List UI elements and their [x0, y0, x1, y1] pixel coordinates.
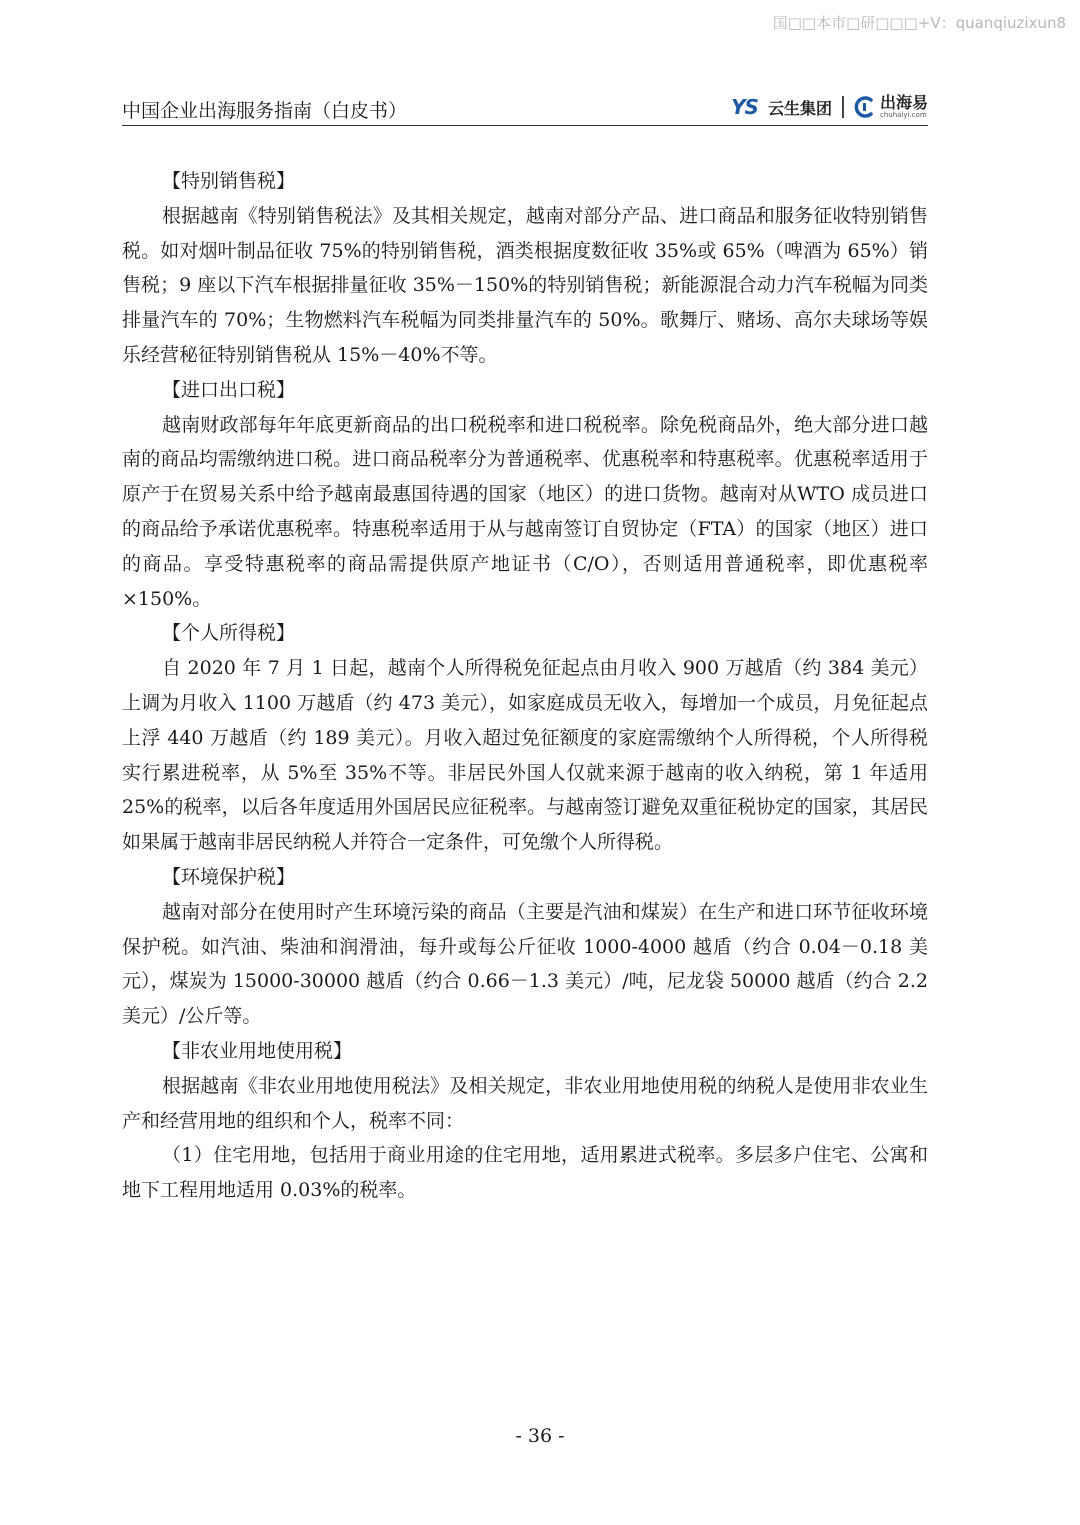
- section-heading: 【特别销售税】: [162, 170, 296, 192]
- section-paragraph: （1）住宅用地，包括用于商业用途的住宅用地，适用累进式税率。多层多户住宅、公寓和地下工程用地适用 0.03%的税率。: [122, 1144, 928, 1202]
- section-heading: 【进口出口税】: [162, 378, 296, 401]
- page-number: - 36 -: [515, 1425, 565, 1447]
- section-heading: 【非农业用地使用税】: [162, 1039, 353, 1062]
- logo-divider: [842, 96, 844, 118]
- chuhaiyi-icon: [854, 96, 876, 118]
- page-content: [122, 164, 928, 1208]
- section-paragraph: 自 2020 年 7 月 1 日起，越南个人所得税免征起点由月收入 900 万越盾（约 384 美元）上调为月收入 1100 万越盾（约 473 美元），如家庭成员无收入，每增加一个成员，月免征起点上浮 440 万越盾（约 189 美元）。月收入超过免征额度的家庭需缴纳个人所得税，个人所得税实行累进税率，从 5%至 35%不等。非居民外国人仅就来源于越南的收入纳税，第 1 年适用 25%的税率，以后各年度适用外国居民应征税率。与越南签订避免双重征税协定的国家，其居民如果属于越南非居民纳税人并符合一定条件，可免缴个人所得税。: [122, 657, 928, 854]
- header-logos: [731, 92, 928, 122]
- section-special-sales-tax: [122, 164, 928, 373]
- chuhaiyi-logo: [854, 95, 928, 119]
- section-paragraph: 根据越南《非农业用地使用税法》及相关规定，非农业用地使用税的纳税人是使用非农业生产和经营用地的组织和个人，税率不同：: [122, 1074, 928, 1132]
- document-title: 中国企业出海服务指南（白皮书）: [122, 100, 408, 122]
- section-heading: 【个人所得税】: [162, 622, 296, 645]
- section-paragraph: 越南对部分在使用时产生环境污染的商品（主要是汽油和煤炭）在生产和进口环节征收环境保护税。如汽油、柴油和润滑油，每升或每公斤征收 1000-4000 越盾（约合 0.04－0.18 美元），煤炭为 15000-30000 越盾（约合 0.66－1.3 美元）/吨，尼龙袋 50000 越盾（约合 2.2 美元）/公斤等。: [122, 900, 928, 1028]
- section-import-export-tax: [122, 373, 928, 617]
- header-rule: [122, 125, 928, 126]
- section-personal-income-tax: [122, 616, 928, 860]
- section-non-agricultural-land-use-tax: [122, 1034, 928, 1208]
- section-heading: 【环境保护税】: [162, 865, 296, 888]
- ys-logo-mark: YS: [731, 95, 758, 119]
- yunsheng-group-logo-text: 云生集团: [767, 98, 832, 118]
- chuhaiyi-logo-text: 出海易: [879, 93, 928, 112]
- section-paragraph: 根据越南《特别销售税法》及其相关规定，越南对部分产品、进口商品和服务征收特别销售税。如对烟叶制品征收 75%的特别销售税，酒类根据度数征收 35%或 65%（啤酒为 65%）销售税；9 座以下汽车根据排量征收 35%－150%的特别销售税；新能源混合动力汽车税幅为同类排量汽车的 70%；生物燃料汽车税幅为同类排量汽车的 50%。歌舞厅、赌场、高尔夫球场等娱乐经营秘征特别销售税从 15%－40%不等。: [122, 204, 928, 366]
- chuhaiyi-logo-url: chuhaiyi.com: [879, 111, 927, 119]
- section-environmental-protection-tax: [122, 860, 928, 1034]
- page-header: [122, 92, 928, 126]
- section-paragraph: 越南财政部每年年底更新商品的出口税税率和进口税税率。除免税商品外，绝大部分进口越南的商品均需缴纳进口税。进口商品税率分为普通税率、优惠税率和特惠税率。优惠税率适用于原产于在贸易关系中给予越南最惠国待遇的国家（地区）的进口货物。越南对从WTO 成员进口的商品给予承诺优惠税率。特惠税率适用于从与越南签订自贸协定（FTA）的国家（地区）进口的商品。享受特惠税率的商品需提供原产地证书（C/O），否则适用普通税率，即优惠税率×150%。: [122, 413, 928, 610]
- watermark-text: 国□□本市□研□□□+V：quanqiuzixun8: [772, 14, 1066, 32]
